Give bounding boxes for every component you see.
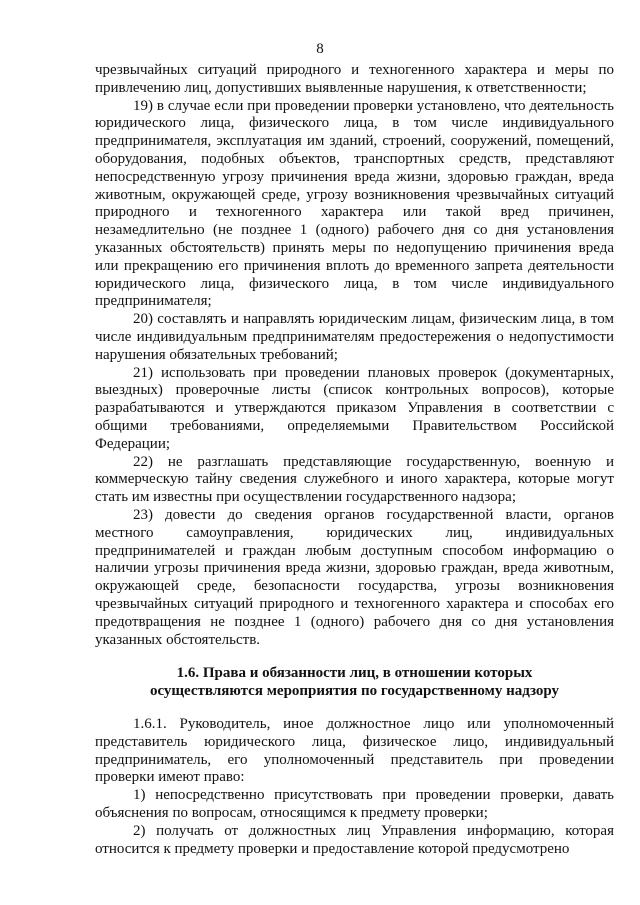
paragraph-item-22: 22) не разглашать представляющие государственную, военную и коммерческую тайну сведения служебного и иного характера, которые могут стать им известны при осуществлении государственного надзора; (95, 453, 614, 506)
paragraph-item-21: 21) использовать при проведении плановых проверок (документарных, выездных) проверочные листы (список контрольных вопросов), которые разрабатываются и утверждаются приказом Управления в соответствии с общими требованиями, определяемыми Правительством Российской Федерации; (95, 364, 614, 452)
paragraph-continuation: чрезвычайных ситуаций природного и техногенного характера и меры по привлечению лиц, допустивших выявленные нарушения, к ответственности; (95, 62, 614, 96)
paragraph-item-20: 20) составлять и направлять юридическим лицам, физическим лица, в том числе индивидуальным предпринимателям предостережения о недопустимости нарушения обязательных требований; (95, 311, 614, 363)
paragraph-1-6-1: 1.6.1. Руководитель, иное должностное лицо или уполномоченный представитель юридического лица, физическое лицо, индивидуальный предприниматель, его уполномоченный представитель при проведении проверки имеют право: (95, 716, 614, 786)
paragraph-item-23: 23) довести до сведения органов государственной власти, органов местного самоуправления, юридических лиц, индивидуальных предпринимателей и граждан любым доступным способом информацию о наличии угрозы причинения вреда жизни, здоровью граждан, вреда животным, окружающей среде, безопасности государства, угрозы возникновения чрезвычайных ситуаций природного и техногенного характера и способах его предотвращения не позднее 1 (одного) рабочего дня со дня установления указанных обстоятельств. (95, 506, 614, 648)
paragraph-item-19: 19) в случае если при проведении проверки установлено, что деятельность юридического лица, физического лица, в том числе индивидуального предпринимателя, эксплуатация им зданий, строений, сооружений, помещений, оборудования, подобных объектов, транспортных средств, представляют непосредственную угрозу причинения вреда жизни, здоровью граждан, вреда животным, окружающей среде, угрозу возникновения чрезвычайных ситуаций природного и техногенного характера или такой вред причинен, незамедлительно (не позднее 1 (одного) рабочего дня со дня установления указанных обстоятельств) принять меры по недопущению причинения вреда или прекращению его причинения вплоть до временного запрета деятельности юридического лица, физического лица, в том числе индивидуального предпринимателя; (95, 97, 614, 310)
body-text-top (95, 62, 614, 649)
page-number: 8 (316, 41, 324, 57)
section-heading-line-2: осуществляются мероприятия по государственному надзору (149, 683, 560, 699)
section-heading (95, 664, 614, 700)
section-heading-line-1: 1.6. Права и обязанности лиц, в отношении которых (176, 665, 533, 681)
paragraph-right-2: 2) получать от должностных лиц Управления информацию, которая относится к предмету проверки и предоставление которой предусмотрено (95, 822, 614, 857)
body-text-bottom (95, 716, 614, 858)
paragraph-right-1: 1) непосредственно присутствовать при проведении проверки, давать объяснения по вопросам, относящимся к предмету проверки; (95, 787, 614, 821)
